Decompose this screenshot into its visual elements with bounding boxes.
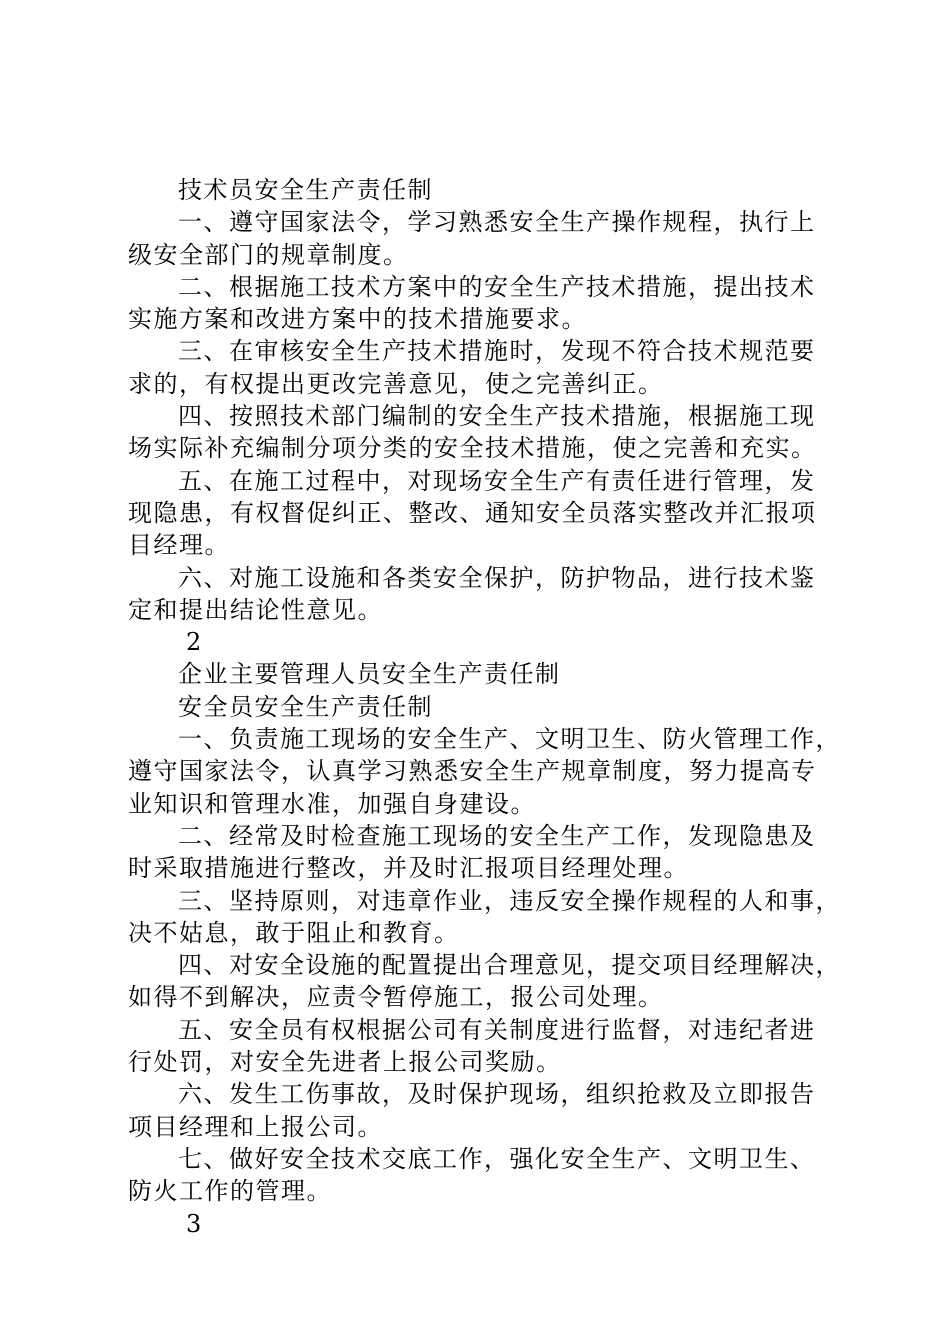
paragraph-line: 求的，有权提出更改完善意见，使之完善纠正。: [128, 369, 664, 398]
paragraph-line: 防火工作的管理。: [128, 1177, 332, 1206]
section-title: 技术员安全生产责任制: [178, 176, 433, 204]
section-title: 安全员安全生产责任制: [178, 692, 433, 721]
paragraph-line: 定和提出结论性意见。: [128, 595, 383, 624]
paragraph-line: 级安全部门的规章制度。: [128, 240, 409, 269]
paragraph-line: 六、对施工设施和各类安全保护，防护物品，进行技术鉴: [178, 563, 816, 592]
paragraph-line: 四、对安全设施的配置提出合理意见，提交项目经理解决，: [178, 951, 841, 980]
paragraph-line: 行处罚，对安全先进者上报公司奖励。: [128, 1048, 562, 1077]
paragraph-line: 实施方案和改进方案中的技术措施要求。: [128, 305, 587, 334]
paragraph-line: 决不姑息，敢于阻止和教育。: [128, 918, 460, 947]
page-number: 2: [186, 628, 203, 657]
paragraph-line: 场实际补充编制分项分类的安全技术措施，使之完善和充实。: [128, 434, 817, 463]
section-heading: 企业主要管理人员安全生产责任制: [178, 660, 561, 689]
paragraph-line: 二、经常及时检查施工现场的安全生产工作，发现隐患及: [178, 821, 816, 850]
paragraph-line: 三、在审核安全生产技术措施时，发现不符合技术规范要: [178, 337, 816, 366]
paragraph-line: 六、发生工伤事故，及时保护现场，组织抢救及立即报告: [178, 1080, 816, 1109]
page-number: 3: [186, 1209, 203, 1238]
paragraph-line: 业知识和管理水准，加强自身建设。: [128, 789, 536, 818]
paragraph-line: 遵守国家法令，认真学习熟悉安全生产规章制度，努力提高专: [128, 757, 817, 786]
paragraph-line: 一、负责施工现场的安全生产、文明卫生、防火管理工作，: [178, 725, 841, 754]
paragraph-line: 如得不到解决，应责令暂停施工，报公司处理。: [128, 983, 664, 1012]
paragraph-line: 二、根据施工技术方案中的安全生产技术措施，提出技术: [178, 272, 816, 301]
paragraph-line: 一、遵守国家法令，学习熟悉安全生产操作规程，执行上: [178, 208, 816, 237]
paragraph-line: 五、安全员有权根据公司有关制度进行监督，对违纪者进: [178, 1015, 816, 1044]
paragraph-line: 项目经理和上报公司。: [128, 1112, 383, 1141]
paragraph-line: 目经理。: [128, 531, 230, 560]
paragraph-line: 五、在施工过程中，对现场安全生产有责任进行管理，发: [178, 466, 816, 495]
paragraph-line: 时采取措施进行整改，并及时汇报项目经理处理。: [128, 854, 689, 883]
paragraph-line: 四、按照技术部门编制的安全生产技术措施，根据施工现: [178, 402, 816, 431]
paragraph-line: 七、做好安全技术交底工作，强化安全生产、文明卫生、: [178, 1144, 816, 1173]
paragraph-line: 现隐患，有权督促纠正、整改、通知安全员落实整改并汇报项: [128, 498, 817, 527]
document-body: [128, 174, 841, 1240]
paragraph-line: 三、坚持原则，对违章作业，违反安全操作规程的人和事，: [178, 886, 841, 915]
